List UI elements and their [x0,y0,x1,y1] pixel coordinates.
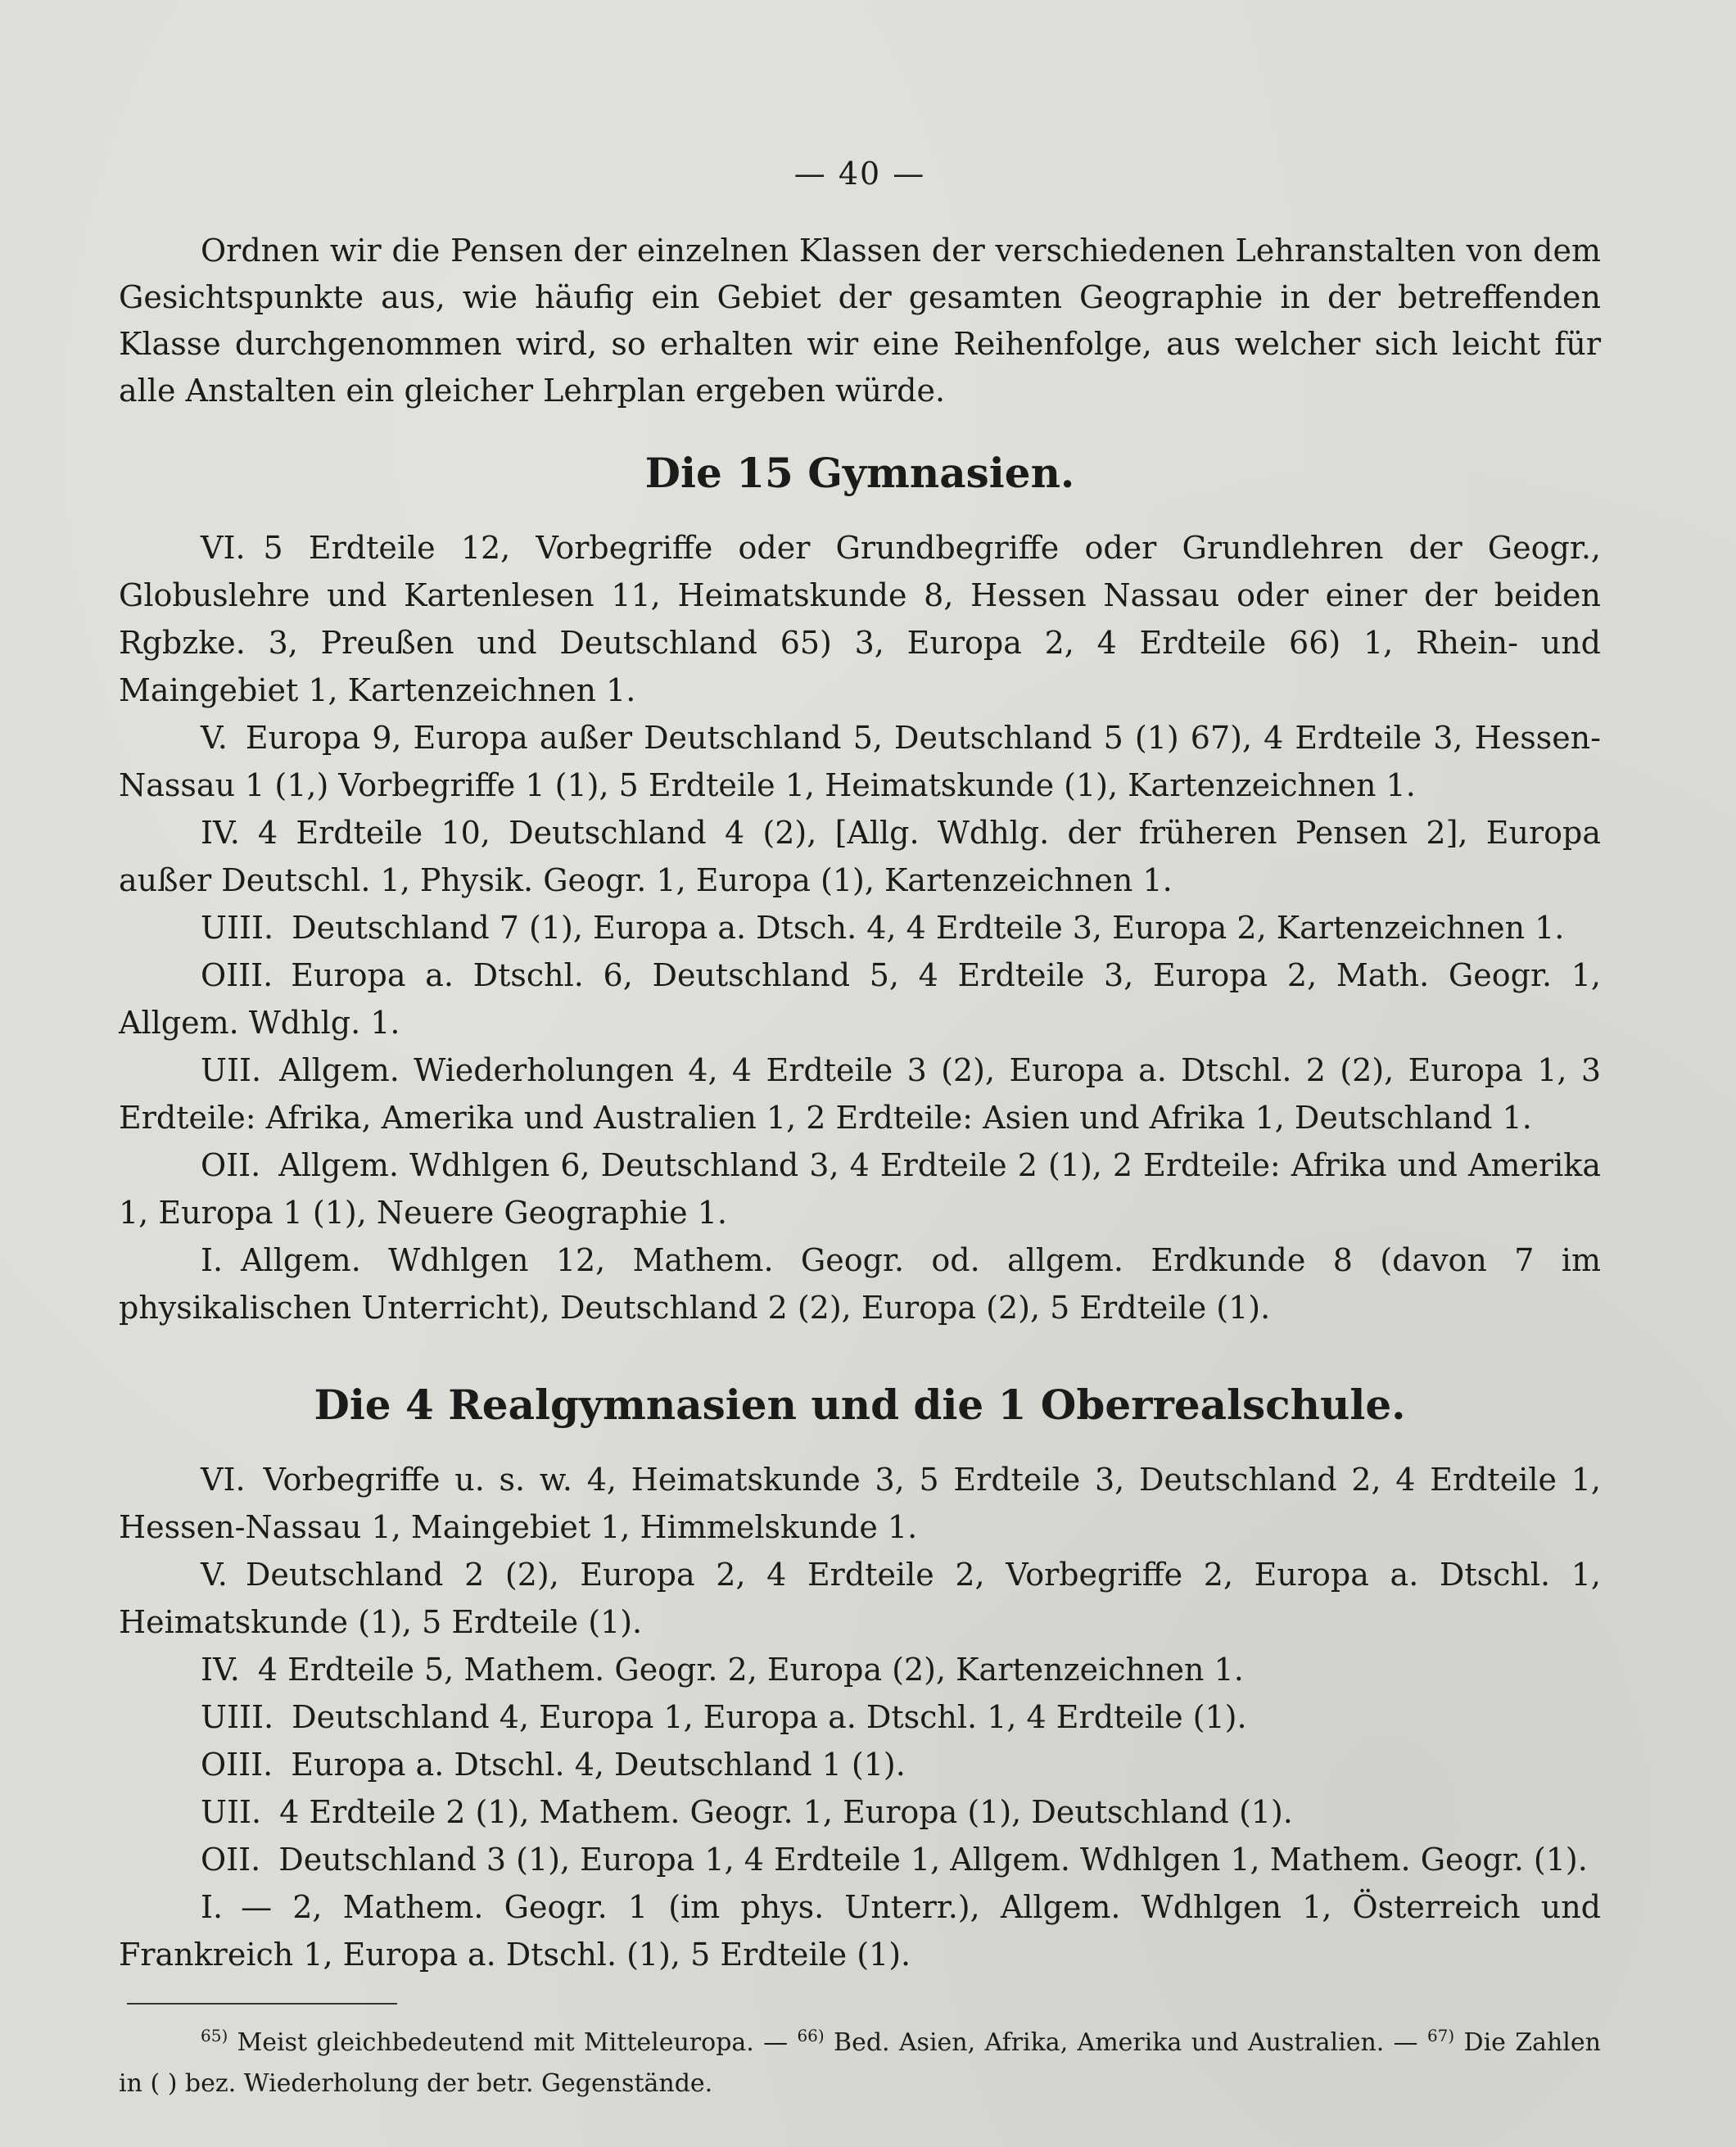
class-label: I. [201,1889,224,1925]
class-label: OII. [201,1842,261,1878]
class-label: VI. [201,530,246,566]
class-label: VI. [201,1462,246,1498]
entry-text: 4 Erdteile 10, Deutschland 4 (2), [Allg. Wdhlg. der früheren Pensen 2], Europa außer Deutschl. 1, Physik. Geogr. 1, Europa (1), Kartenzeichnen 1. [119,815,1601,898]
entry-text: 4 Erdteile 2 (1), Mathem. Geogr. 1, Europa (1), Deutschland (1). [279,1794,1293,1830]
footnote-mark-67: 67) [1426,2026,1455,2045]
footnote-rule [127,2003,397,2005]
entry-gym-uiii [119,904,1601,951]
entry-text: Europa 9, Europa außer Deutschland 5, Deutschland 5 (1) 67), 4 Erdteile 3, Hessen-Nassau 1 (1,) Vorbegriffe 1 (1), 5 Erdteile 1, Heimatskunde (1), Kartenzeichnen 1. [119,720,1601,803]
entry-text: — 2, Mathem. Geogr. 1 (im phys. Unterr.), Allgem. Wdhlgen 1, Österreich und Frankreich 1, Europa a. Dtschl. (1), 5 Erdteile (1). [119,1889,1601,1973]
entry-real-uii [119,1788,1601,1836]
footnote-mark-65: 65) [201,2026,228,2045]
entry-text: 4 Erdteile 5, Mathem. Geogr. 2, Europa (2), Kartenzeichnen 1. [257,1652,1244,1688]
heading-gymnasien: Die 15 Gymnasien. [644,449,1075,497]
entry-text: 5 Erdteile 12, Vorbegriffe oder Grundbegriffe oder Grundlehren der Geogr., Globuslehre und Kartenlesen 11, Heimatskunde 8, Hessen Nassau oder einer der beiden Rgbzke. 3, Preußen und Deutschland 65) 3, Europa 2, 4 Erdteile 66) 1, Rhein- und Maingebiet 1, Kartenzeichnen 1. [119,530,1601,708]
class-label: IV. [201,815,240,851]
entry-gym-oiii [119,951,1601,1046]
entry-text: Vorbegriffe u. s. w. 4, Heimatskunde 3, 5 Erdteile 3, Deutschland 2, 4 Erdteile 1, Hessen-Nassau 1, Maingebiet 1, Himmelskunde 1. [119,1462,1601,1545]
class-label: UIII. [201,910,274,946]
footnote-65: Meist gleichbedeutend mit Mitteleuropa. — [237,2028,789,2057]
class-label: OII. [201,1147,261,1183]
entry-gym-v [119,714,1601,809]
class-label: IV. [201,1652,240,1688]
footnote-67: Die Zahlen in ( ) bez. Wiederholung der betr. Gegenstände. [119,2028,1601,2098]
entry-gym-i [119,1236,1601,1331]
entry-gym-vi [119,524,1601,714]
page [119,156,1601,2104]
footnotes [119,2023,1601,2104]
heading-realgymnasien: Die 4 Realgymnasien und die 1 Oberrealschule. [314,1381,1406,1429]
class-label: OIII. [201,1747,274,1783]
entry-gym-iv [119,809,1601,904]
section-realgymnasien [119,1456,1601,1978]
entry-real-i [119,1883,1601,1978]
entry-text: Allgem. Wiederholungen 4, 4 Erdteile 3 (2), Europa a. Dtschl. 2 (2), Europa 1, 3 Erdteile: Afrika, Amerika und Australien 1, 2 Erdteile: Asien und Afrika 1, Deutschland 1. [119,1052,1601,1136]
entry-real-iv [119,1646,1601,1693]
class-label: V. [201,720,228,756]
class-label: OIII. [201,957,274,993]
entry-real-oiii [119,1741,1601,1788]
page-number: — 40 — [793,156,926,192]
class-label: V. [201,1557,228,1593]
entry-real-uiii [119,1693,1601,1741]
class-label: UIII. [201,1699,274,1735]
entry-text: Europa a. Dtschl. 4, Deutschland 1 (1). [291,1747,906,1783]
footnote-mark-66: 66) [797,2026,825,2045]
class-label: UII. [201,1794,262,1830]
entry-text: Europa a. Dtschl. 6, Deutschland 5, 4 Erdteile 3, Europa 2, Math. Geogr. 1, Allgem. Wdhlg. 1. [119,957,1601,1041]
entry-real-vi [119,1456,1601,1551]
entry-gym-oii [119,1141,1601,1236]
entry-text: Deutschland 2 (2), Europa 2, 4 Erdteile 2, Vorbegriffe 2, Europa a. Dtschl. 1, Heimatskunde (1), 5 Erdteile (1). [119,1557,1601,1640]
class-label: UII. [201,1052,262,1088]
entry-text: Deutschland 3 (1), Europa 1, 4 Erdteile 1, Allgem. Wdhlgen 1, Mathem. Geogr. (1). [278,1842,1588,1878]
entry-real-oii [119,1836,1601,1883]
entry-text: Allgem. Wdhlgen 12, Mathem. Geogr. od. allgem. Erdkunde 8 (davon 7 im physikalischen Unterricht), Deutschland 2 (2), Europa (2), 5 Erdteile (1). [119,1242,1601,1326]
footnote-66: Bed. Asien, Afrika, Amerika und Australien. — [834,2028,1418,2057]
entry-real-v [119,1551,1601,1646]
entry-text: Deutschland 7 (1), Europa a. Dtsch. 4, 4 Erdteile 3, Europa 2, Kartenzeichnen 1. [292,910,1565,946]
entry-text: Allgem. Wdhlgen 6, Deutschland 3, 4 Erdteile 2 (1), 2 Erdteile: Afrika und Amerika 1, Europa 1 (1), Neuere Geographie 1. [119,1147,1601,1231]
class-label: I. [201,1242,224,1278]
section-gymnasien [119,524,1601,1331]
intro-paragraph: Ordnen wir die Pensen der einzelnen Klassen der verschiedenen Lehranstalten von dem Gesichtspunkte aus, wie häufig ein Gebiet der gesamten Geographie in der betreffenden Klasse durchgenommen wird, so erhalten wir eine Reihenfolge, aus welcher sich leicht für alle Anstalten ein gleicher Lehrplan ergeben würde. [119,233,1601,409]
entry-gym-uii [119,1046,1601,1141]
entry-text: Deutschland 4, Europa 1, Europa a. Dtschl. 1, 4 Erdteile (1). [292,1699,1247,1735]
